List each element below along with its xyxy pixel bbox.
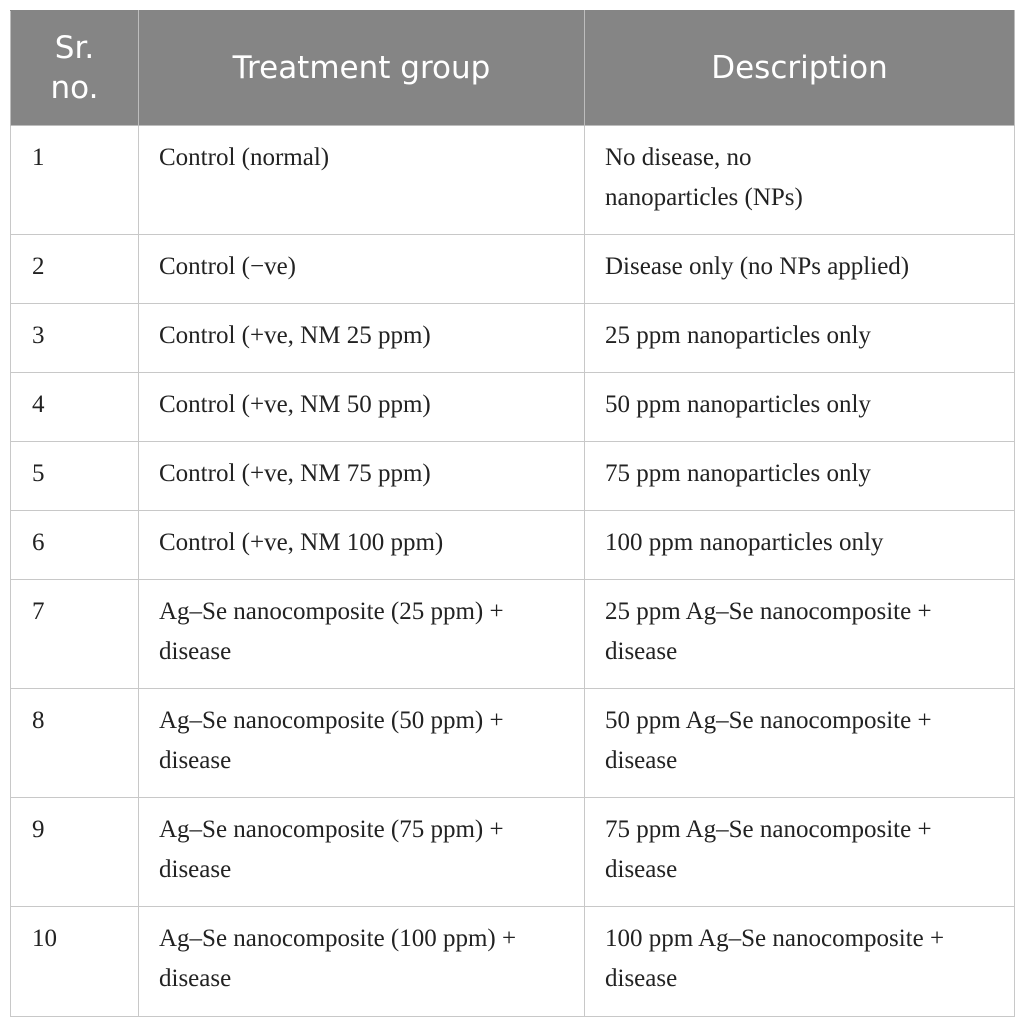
- table-row: [11, 304, 1015, 373]
- table-row: [11, 235, 1015, 304]
- cell-treatment-group: Ag–Se nanocomposite (25 ppm) + disease: [139, 580, 585, 689]
- cell-treatment-group: Control (+ve, NM 75 ppm): [139, 442, 585, 511]
- cell-treatment-group: Control (normal): [139, 126, 585, 235]
- cell-description: 75 ppm nanoparticles only: [585, 442, 1015, 511]
- cell-sr-no: 8: [11, 689, 139, 798]
- table-row: [11, 442, 1015, 511]
- cell-sr-no: 7: [11, 580, 139, 689]
- cell-description: No disease, no nanoparticles (NPs): [585, 126, 1015, 235]
- header-sr-no: [11, 11, 139, 126]
- cell-treatment-group: Ag–Se nanocomposite (100 ppm) + disease: [139, 907, 585, 1017]
- cell-description: 25 ppm Ag–Se nanocomposite + disease: [585, 580, 1015, 689]
- cell-sr-no: 3: [11, 304, 139, 373]
- table-row: [11, 511, 1015, 580]
- table-row: [11, 689, 1015, 798]
- cell-description: Disease only (no NPs applied): [585, 235, 1015, 304]
- header-sr-no-label: Sr. no.: [50, 30, 99, 106]
- cell-sr-no: 5: [11, 442, 139, 511]
- treatment-table: [10, 10, 1015, 1017]
- cell-treatment-group: Ag–Se nanocomposite (75 ppm) + disease: [139, 798, 585, 907]
- cell-description: 100 ppm nanoparticles only: [585, 511, 1015, 580]
- cell-treatment-group: Control (+ve, NM 25 ppm): [139, 304, 585, 373]
- header-treatment-group: Treatment group: [139, 11, 585, 126]
- table-row: [11, 126, 1015, 235]
- cell-treatment-group: Control (−ve): [139, 235, 585, 304]
- cell-sr-no: 2: [11, 235, 139, 304]
- cell-treatment-group: Control (+ve, NM 50 ppm): [139, 373, 585, 442]
- table-row: [11, 798, 1015, 907]
- cell-treatment-group: Ag–Se nanocomposite (50 ppm) + disease: [139, 689, 585, 798]
- cell-sr-no: 6: [11, 511, 139, 580]
- table-row: [11, 580, 1015, 689]
- cell-sr-no: 9: [11, 798, 139, 907]
- cell-sr-no: 4: [11, 373, 139, 442]
- cell-description: 25 ppm nanoparticles only: [585, 304, 1015, 373]
- table-row: [11, 907, 1015, 1017]
- cell-description: 50 ppm Ag–Se nanocomposite + disease: [585, 689, 1015, 798]
- table-row: [11, 373, 1015, 442]
- cell-sr-no: 1: [11, 126, 139, 235]
- cell-description: 100 ppm Ag–Se nanocomposite + disease: [585, 907, 1015, 1017]
- cell-description: 50 ppm nanoparticles only: [585, 373, 1015, 442]
- cell-treatment-group: Control (+ve, NM 100 ppm): [139, 511, 585, 580]
- cell-description: 75 ppm Ag–Se nanocomposite + disease: [585, 798, 1015, 907]
- header-row: [11, 11, 1015, 126]
- cell-sr-no: 10: [11, 907, 139, 1017]
- header-description: Description: [585, 11, 1015, 126]
